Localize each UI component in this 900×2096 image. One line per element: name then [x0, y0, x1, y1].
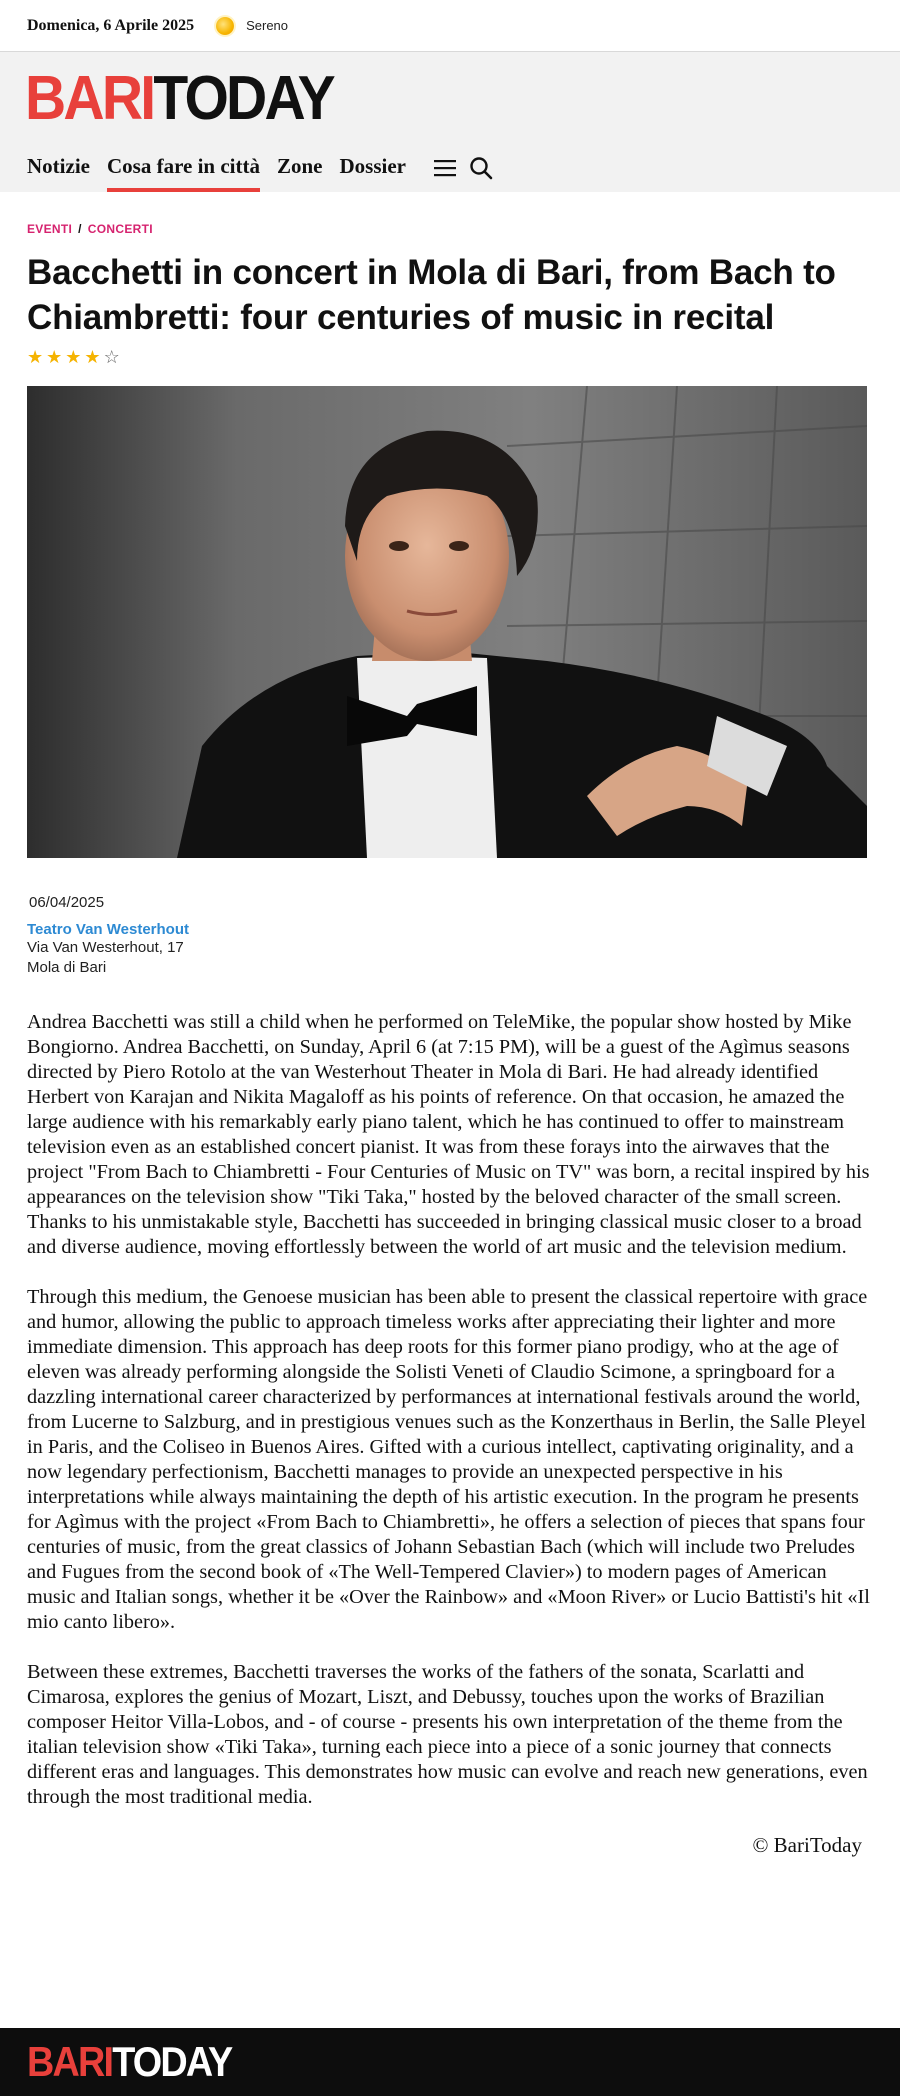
weather-widget: [216, 17, 288, 35]
nav-item-notizie[interactable]: Notizie: [27, 154, 90, 178]
site-logo[interactable]: [25, 62, 333, 136]
breadcrumb-concerti[interactable]: CONCERTI: [87, 222, 153, 236]
current-date: Domenica, 6 Aprile 2025: [27, 16, 195, 34]
menu-icon[interactable]: [431, 156, 459, 180]
footer-logo[interactable]: [27, 2028, 788, 2096]
nav-item-dossier[interactable]: Dossier: [339, 154, 406, 178]
nav-item-cosa-fare-in-citta[interactable]: Cosa fare in città: [107, 152, 260, 192]
event-date: 06/04/2025: [29, 894, 105, 911]
article-paragraph: Andrea Bacchetti was still a child when he performed on TeleMike, the popular show hosted by Mike Bongiorno. Andrea Bacchetti, on Sunday, April 6 (at 7:15 PM), will be a guest of the Agìmus seasons directed by Piero Rotolo at the van Westerhout Theater in Mola di Bari. He had already identified Herbert von Karajan and Nikita Magaloff as his points of reference. On that occasion, he amazed the large audience with his remarkably early piano talent, which he has continued to offer to mainstream television even as an established concert pianist. It was from these forays into the airwaves that the project "From Bach to Chiambretti - Four Centuries of Music on TV" was born, a recital inspired by his appearances on the television show "Tiki Taka," hosted by the beloved character of the small screen. Thanks to his unmistakable style, Bacchetti has succeeded in bringing classical music closer to a broad and diverse audience, moving effortlessly between the world of art music and the television medium.: [27, 1011, 870, 1258]
star-filled-icon[interactable]: ★: [65, 347, 82, 367]
article-title: Bacchetti in concert in Mola di Bari, from Bach to Chiambretti: four centuries of music in recital: [27, 253, 836, 337]
logo-text-today: TODAY: [153, 64, 333, 133]
site-footer: [0, 2028, 900, 2096]
article-body: [27, 1010, 873, 1810]
article-copyright: © BariToday: [752, 1833, 862, 1857]
star-rating: [27, 346, 873, 368]
footer-logo-text-today: TODAY: [112, 2038, 232, 2085]
search-icon[interactable]: [467, 156, 495, 180]
weather-label: Sereno: [246, 18, 289, 33]
sun-icon: [216, 17, 234, 35]
star-empty-icon[interactable]: ☆: [103, 347, 120, 367]
article-paragraph: Through this medium, the Genoese musician has been able to present the classical repertoire with grace and humor, allowing the public to approach timeless works after appreciating their lighter and more immediate dimension. This approach has deep roots for this former piano prodigy, who at the age of eleven was already performing alongside the Solisti Veneti of Claudio Scimone, a springboard for a dazzling international career characterized by performances at international festivals around the world, from Lucerne to Salzburg, and in prestigious venues such as the Konzerthaus in Berlin, the Salle Pleyel in Paris, and the Coliseo in Buenos Aires. Gifted with a curious intellect, captivating originality, and a now legendary perfectionism, Bacchetti manages to provide an unexpected perspective in his interpretations while always maintaining the depth of his artistic execution. In the program he presents for Agìmus with the project «From Bach to Chiambretti», he offers a selection of pieces that spans four centuries of music, from the great classics of Johann Sebastian Bach (which will include two Preludes and Fugues from the second book of «The Well-Tempered Clavier») to modern pages of American music and Italian songs, whether it be «Over the Rainbow» and «Moon River» or Lucio Battisti's hit «Il mio canto libero».: [27, 1286, 870, 1633]
breadcrumb: [27, 222, 873, 236]
site-header: [0, 52, 900, 192]
star-filled-icon[interactable]: ★: [27, 347, 44, 367]
article: [0, 222, 900, 1858]
article-paragraph: Between these extremes, Bacchetti traverses the works of the fathers of the sonata, Scarlatti and Cimarosa, explores the genius of Mozart, Liszt, and Debussy, touches upon the works of Brazilian composer Heitor Villa-Lobos, and - of course - presents his own interpretation of the theme from the italian television show «Tiki Taka», turning each piece into a piece of a sonic journey that connects different eras and languages. This demonstrates how music can evolve and reach new generations, even through the most traditional media.: [27, 1661, 868, 1808]
breadcrumb-eventi[interactable]: EVENTI: [27, 222, 73, 236]
nav-item-zone[interactable]: Zone: [276, 154, 323, 178]
breadcrumb-separator: /: [78, 222, 82, 236]
nav-icons: [431, 156, 503, 180]
logo-text-bari: BARI: [25, 64, 154, 133]
main-nav: [27, 152, 503, 192]
event-meta: [27, 894, 873, 978]
venue-link[interactable]: Teatro Van Westerhout: [27, 921, 189, 938]
article-hero-image: [27, 386, 867, 858]
top-bar: [0, 0, 900, 52]
venue-address: Via Van Westerhout, 17: [27, 939, 184, 956]
pianist-portrait-image: [27, 386, 867, 858]
star-filled-icon[interactable]: ★: [46, 347, 63, 367]
venue-city: Mola di Bari: [27, 959, 107, 976]
footer-logo-text-bari: BARI: [27, 2038, 113, 2085]
star-filled-icon[interactable]: ★: [84, 347, 101, 367]
